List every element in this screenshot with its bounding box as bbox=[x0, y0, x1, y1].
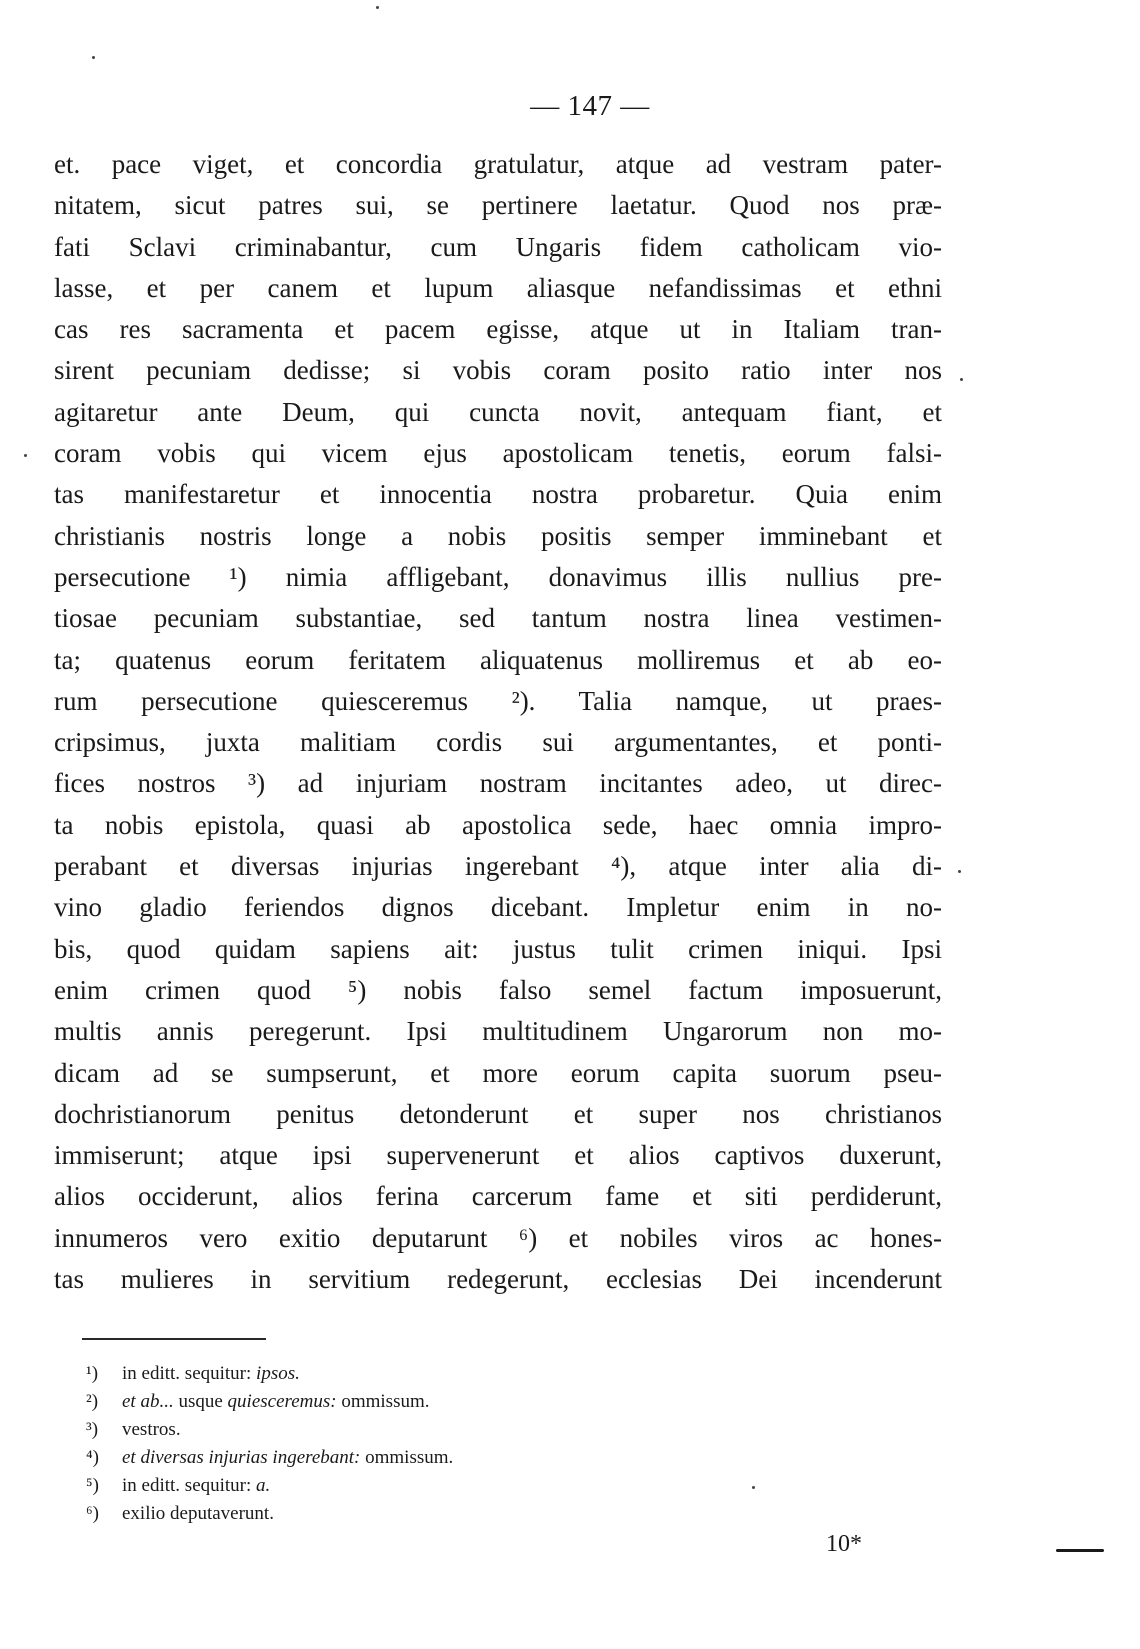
footnote-text-italic: ipsos. bbox=[256, 1363, 300, 1384]
text-line: vino gladio feriendos dignos dicebant. Impletur enim in no- bbox=[54, 892, 942, 923]
footnote-text: ommissum. bbox=[360, 1447, 454, 1468]
text-line: nitatem, sicut patres sui, se pertinere laetatur. Quod nos præ- bbox=[54, 190, 942, 221]
footnote bbox=[86, 1360, 786, 1388]
text-line: cas res sacramenta et pacem egisse, atque ut in Italiam tran- bbox=[54, 314, 942, 345]
scan-speck bbox=[752, 1486, 755, 1489]
footnote-text: in editt. sequitur: bbox=[122, 1475, 257, 1496]
footnote-text-italic: et diversas injurias ingerebant: bbox=[122, 1447, 361, 1468]
footnote bbox=[86, 1388, 786, 1416]
main-text-block bbox=[54, 144, 942, 1300]
text-line: bis, quod quidam sapiens ait: justus tulit crimen iniqui. Ipsi bbox=[54, 933, 942, 964]
footnote-text-italic: a. bbox=[256, 1475, 271, 1496]
footnote-text: ommissum. bbox=[336, 1391, 430, 1412]
text-line: cripsimus, juxta malitiam cordis sui argumentantes, et ponti- bbox=[54, 727, 942, 758]
text-line: coram vobis qui vicem ejus apostolicam tenetis, eorum falsi- bbox=[54, 438, 942, 469]
footnote bbox=[86, 1444, 786, 1472]
text-line: multis annis peregerunt. Ipsi multitudinem Ungarorum non mo- bbox=[54, 1016, 942, 1047]
text-line: et. pace viget, et concordia gratulatur, atque ad vestram pater- bbox=[54, 149, 942, 179]
scan-edge-mark bbox=[1056, 1549, 1104, 1552]
text-line: tas mulieres in servitium redegerunt, ecclesias Dei incenderunt bbox=[54, 1264, 942, 1295]
text-line: sirent pecuniam dedisse; si vobis coram posito ratio inter nos bbox=[54, 355, 942, 386]
signature-mark: 10* bbox=[826, 1531, 862, 1557]
footnote-mark: ⁴) bbox=[86, 1447, 99, 1468]
scan-speck bbox=[92, 56, 95, 59]
footnote bbox=[86, 1472, 786, 1500]
text-line: ta; quatenus eorum feritatem aliquatenus molliremus et ab eo- bbox=[54, 644, 942, 675]
text-line: rum persecutione quiesceremus ²). Talia namque, ut praes- bbox=[54, 685, 942, 716]
footnote-mark: ²) bbox=[86, 1391, 99, 1412]
footnotes-block bbox=[86, 1360, 786, 1528]
footnote-mark: ⁵) bbox=[86, 1475, 99, 1496]
text-line: christianis nostris longe a nobis positis semper imminebant et bbox=[54, 520, 942, 551]
text-line: fices nostros ³) ad injuriam nostram incitantes adeo, ut direc- bbox=[54, 768, 942, 799]
text-line: agitaretur ante Deum, qui cuncta novit, antequam fiant, et bbox=[54, 396, 942, 427]
text-line: dochristianorum penitus detonderunt et super nos christianos bbox=[54, 1098, 942, 1129]
scan-speck bbox=[376, 6, 379, 9]
footnote-text: usque bbox=[173, 1391, 228, 1412]
text-line: fati Sclavi criminabantur, cum Ungaris fidem catholicam vio- bbox=[54, 231, 942, 262]
scan-speck bbox=[958, 870, 961, 873]
footnote-mark: ¹) bbox=[86, 1363, 99, 1384]
footnote-text: in editt. sequitur: bbox=[122, 1363, 257, 1384]
footnote bbox=[86, 1500, 786, 1528]
text-line: innumeros vero exitio deputarunt ⁶) et nobiles viros ac hones- bbox=[54, 1222, 942, 1253]
footnote-text: exilio deputaverunt. bbox=[122, 1503, 274, 1524]
text-line: immiserunt; atque ipsi supervenerunt et alios captivos duxerunt, bbox=[54, 1140, 942, 1171]
scan-speck bbox=[24, 454, 27, 457]
text-line: tas manifestaretur et innocentia nostra probaretur. Quia enim bbox=[54, 479, 942, 510]
text-line: dicam ad se sumpserunt, et more eorum capita suorum pseu- bbox=[54, 1057, 942, 1088]
footnote-separator-rule bbox=[82, 1338, 266, 1340]
footnote-text: vestros. bbox=[122, 1419, 181, 1440]
text-line: perabant et diversas injurias ingerebant ⁴), atque inter alia di- bbox=[54, 851, 942, 882]
footnote-mark: ⁶) bbox=[86, 1503, 99, 1524]
footnote-text-italic: quiesceremus: bbox=[227, 1391, 337, 1412]
text-line: tiosae pecuniam substantiae, sed tantum nostra linea vestimen- bbox=[54, 603, 942, 634]
footnote-mark: ³) bbox=[86, 1419, 99, 1440]
footnote-text-italic: et ab... bbox=[122, 1391, 174, 1412]
scan-speck bbox=[960, 378, 963, 381]
page-number: — 147 — bbox=[530, 90, 650, 122]
text-line: enim crimen quod ⁵) nobis falso semel factum imposuerunt, bbox=[54, 974, 942, 1005]
text-line: ta nobis epistola, quasi ab apostolica sede, haec omnia impro- bbox=[54, 809, 942, 840]
text-line: lasse, et per canem et lupum aliasque nefandissimas et ethni bbox=[54, 272, 942, 303]
footnote bbox=[86, 1416, 786, 1444]
text-line: persecutione ¹) nimia affligebant, donavimus illis nullius pre- bbox=[54, 561, 942, 592]
text-line: alios occiderunt, alios ferina carcerum fame et siti perdiderunt, bbox=[54, 1181, 942, 1212]
